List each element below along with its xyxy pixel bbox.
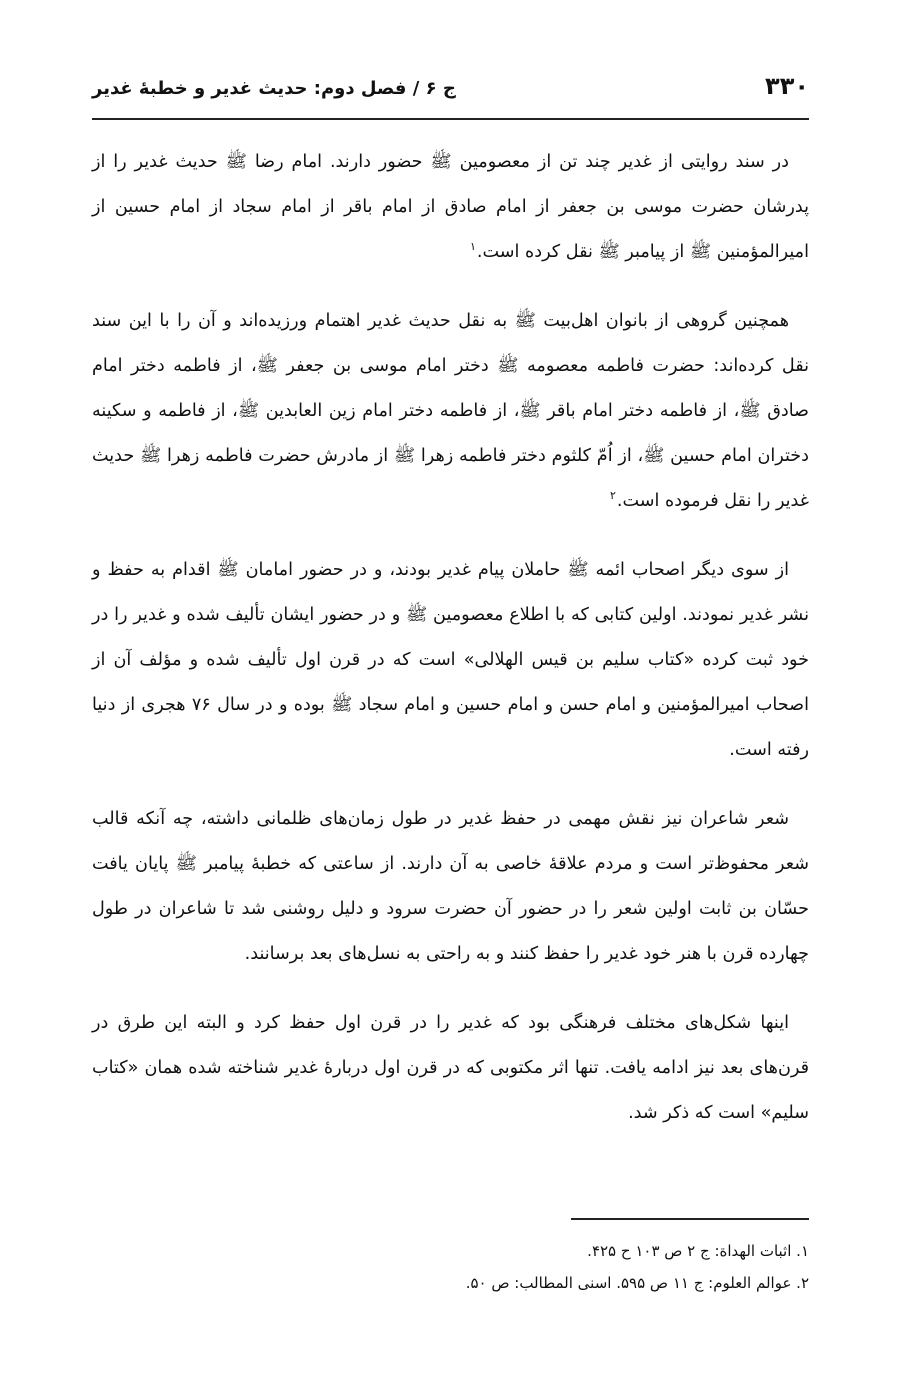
paragraph-text: همچنین گروهی از بانوان اهل‌بیت ﷺ به نقل حدیث غدیر اهتمام ورزیده‌اند و آن را با این سند نقل کرده‌اند: حضرت فاطمه معصومه ﷺ دختر امام موسی بن جعفر ﷺ، از فاطمه دختر امام صادق ﷺ، از فاطمه دختر امام باقر ﷺ، از فاطمه دختر امام زین العابدین ﷺ، از فاطمه و سکینه دختران امام حسین ﷺ، از اُمّ کلثوم دختر فاطمه زهرا ﷺ از مادرش حضرت فاطمه زهرا ﷺ حدیث غدیر را نقل فرموده است. xyxy=(92,311,809,511)
paragraph-text: اینها شکل‌های مختلف فرهنگی بود که غدیر را در قرن اول حفظ کرد و البته این طرق در قرن‌های بعد نیز ادامه یافت. تنها اثر مکتوبی که در قرن اول دربارهٔ غدیر شناخته شده همان «کتاب سلیم» است که ذکر شد. xyxy=(92,1013,809,1123)
footnote-reference[interactable]: ۲ xyxy=(609,489,616,503)
paragraph-text: از سوی دیگر اصحاب ائمه ﷺ حاملان پیام غدیر بودند، و در حضور امامان ﷺ اقدام به حفظ و نشر غدیر نمودند. اولین کتابی که با اطلاع معصومین ﷺ و در حضور ایشان تألیف شده و غدیر را در خود ثبت کرده «کتاب سلیم بن قیس الهلالی» است که در قرن اول تألیف شده و مؤلف آن از اصحاب امیرالمؤمنین و امام حسن و امام حسین و امام سجاد ﷺ بوده و در سال ۷۶ هجری از دنیا رفته است. xyxy=(92,560,809,760)
paragraph xyxy=(92,548,809,773)
main-text xyxy=(92,140,809,1160)
header-divider xyxy=(92,118,809,120)
paragraph xyxy=(92,299,809,524)
paragraph xyxy=(92,1001,809,1136)
running-title: ج ۶ / فصل دوم: حدیث غدیر و خطبهٔ غدیر xyxy=(92,78,456,99)
page-number: ۳۳۰ xyxy=(765,72,809,100)
footnote-reference[interactable]: ۱ xyxy=(470,240,476,254)
paragraph-text: در سند روایتی از غدیر چند تن از معصومین ﷺ حضور دارند. امام رضا ﷺ حدیث غدیر را از پدرشان حضرت موسی بن جعفر از امام صادق از امام باقر از امام سجاد از امام حسین از امیرالمؤمنین ﷺ از پیامبر ﷺ نقل کرده است. xyxy=(92,152,809,262)
paragraph-text: شعر شاعران نیز نقش مهمی در حفظ غدیر در طول زمان‌های ظلمانی داشته، چه آنکه قالب شعر محفوظ‌تر است و مردم علاقهٔ خاصی به آن دارند. از ساعتی که خطبهٔ پیامبر ﷺ پایان یافت حسّان بن ثابت اولین شعر را در حضور آن حضرت سرود و دلیل روشنی شد تا شاعران در طول چهارده قرن با هنر خود غدیر را حفظ کنند و به راحتی به نسل‌های بعد برسانند. xyxy=(92,809,809,964)
page-header xyxy=(92,70,809,114)
paragraph xyxy=(92,797,809,977)
footnote-divider xyxy=(571,1218,809,1220)
footnote-item: ۲. عوالم العلوم: ج ۱۱ ص ۵۹۵. اسنی المطالب: ص ۵۰. xyxy=(465,1274,809,1292)
footnotes xyxy=(92,1235,809,1299)
paragraph xyxy=(92,140,809,275)
footnote-item: ۱. اثبات الهداة: ج ۲ ص ۱۰۳ ح ۴۲۵. xyxy=(587,1242,809,1260)
